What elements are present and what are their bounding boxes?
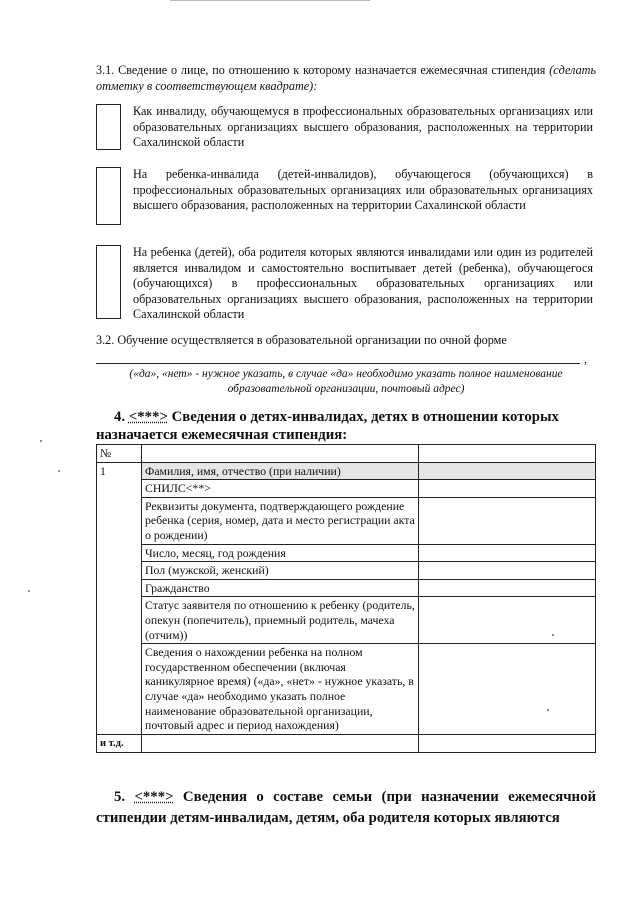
table-row [97, 544, 596, 562]
row-number-cell: 1 [97, 462, 142, 734]
etc-cell: и т.д. [97, 734, 142, 753]
header-label-cell [142, 445, 419, 463]
table-row-value[interactable] [419, 562, 596, 580]
option-3-text: На ребенка (детей), оба родителя которых являются инвалидами или один из родителей является инвалидом и самостоятельно воспитывает детей (ребенка), обучающегося (обучающихся) в профессиональных образовательных организациях или образовательных организациях высшего образования, расположенных на территории Сахалинской области [133, 245, 593, 322]
header-number-cell: № [97, 445, 142, 463]
scan-speck [40, 440, 42, 442]
table-row-value[interactable] [419, 579, 596, 597]
section-4-title: Сведения о детях-инвалидах, детях в отношении которых назначается ежемесячная стипендия: [96, 409, 559, 443]
scan-speck [28, 590, 30, 592]
table-row-value[interactable] [419, 597, 596, 644]
etc-value-cell[interactable] [419, 734, 596, 753]
table-row-label: Гражданство [142, 579, 419, 597]
table-row-value[interactable] [419, 544, 596, 562]
checkbox-option-3[interactable] [96, 245, 121, 319]
table-row-label: СНИЛС<**> [142, 480, 419, 498]
scan-speck [547, 709, 549, 711]
table-row [97, 644, 596, 735]
children-table [96, 444, 596, 753]
fill-in-comma: , [584, 352, 587, 366]
table-row [97, 497, 596, 544]
table-row-label: Сведения о нахождении ребенка на полном государственном обеспечении (включая каникулярное время) («да», «нет» - нужное указать, в случае «да» необходимо указать полное наименование образовательной организации, почтовый адрес и период нахождения) [142, 644, 419, 735]
checkbox-option-1[interactable] [96, 104, 121, 150]
section-4-ref: <***> [128, 409, 168, 425]
table-row-label: Пол (мужской, женский) [142, 562, 419, 580]
section-5-title: Сведения о составе семьи (при назначении ежемесячной стипендии детям-инвалидам, детям, оба родителя которых являются [96, 789, 597, 826]
section-5-ref: <***> [134, 789, 174, 805]
section-5-heading [96, 787, 596, 829]
fill-in-line[interactable] [96, 363, 580, 364]
section-3-1-heading [96, 62, 596, 94]
section-3-2-text: 3.2. Обучение осуществляется в образовательной организации по очной форме [96, 333, 507, 347]
option-1-text: Как инвалиду, обучающемуся в профессиональных образовательных организациях или образовательных организациях высшего образования, расположенных на территории Сахалинской области [133, 104, 593, 150]
table-row-label: Статус заявителя по отношению к ребенку (родитель, опекун (попечитель), приемный родитель, мачеха (отчим)) [142, 597, 419, 644]
header-value-cell [419, 445, 596, 463]
section-3-1-hint: (сделать отметку в соответствующем квадрате): [96, 63, 597, 93]
table-row-value[interactable] [419, 480, 596, 498]
table-row [97, 597, 596, 644]
top-rule [170, 0, 370, 1]
table-etc-row [97, 734, 596, 753]
section-3-1-text: 3.1. Сведение о лице, по отношению к которому назначается ежемесячная стипендия [96, 63, 546, 77]
table-row-label: Реквизиты документа, подтверждающего рождение ребенка (серия, номер, дата и место регистрации акта о рождении) [142, 497, 419, 544]
table-row-value[interactable] [419, 462, 596, 480]
section-4-heading [96, 408, 596, 444]
table-row [97, 579, 596, 597]
section-3-2-hint: («да», «нет» - нужное указать, в случае «да» необходимо указать полное наименование образовательной организации, почтовый адрес) [129, 368, 563, 395]
table-row-label: Число, месяц, год рождения [142, 544, 419, 562]
etc-label-cell[interactable] [142, 734, 419, 753]
section-5-number: 5. [114, 789, 126, 805]
table-row-label: Фамилия, имя, отчество (при наличии) [142, 462, 419, 480]
table-header-row [97, 445, 596, 463]
scan-speck [58, 470, 60, 472]
table-row [97, 562, 596, 580]
table-row-value[interactable] [419, 644, 596, 735]
table-row-value[interactable] [419, 497, 596, 544]
table-row [97, 480, 596, 498]
table-row [97, 462, 596, 480]
scan-speck [552, 634, 554, 636]
option-2-text: На ребенка-инвалида (детей-инвалидов), обучающегося (обучающихся) в профессиональных образовательных организациях или образовательных организациях высшего образования, расположенных на территории Сахалинской области [133, 167, 593, 213]
section-4-number: 4. [114, 409, 126, 425]
checkbox-option-2[interactable] [96, 167, 121, 225]
